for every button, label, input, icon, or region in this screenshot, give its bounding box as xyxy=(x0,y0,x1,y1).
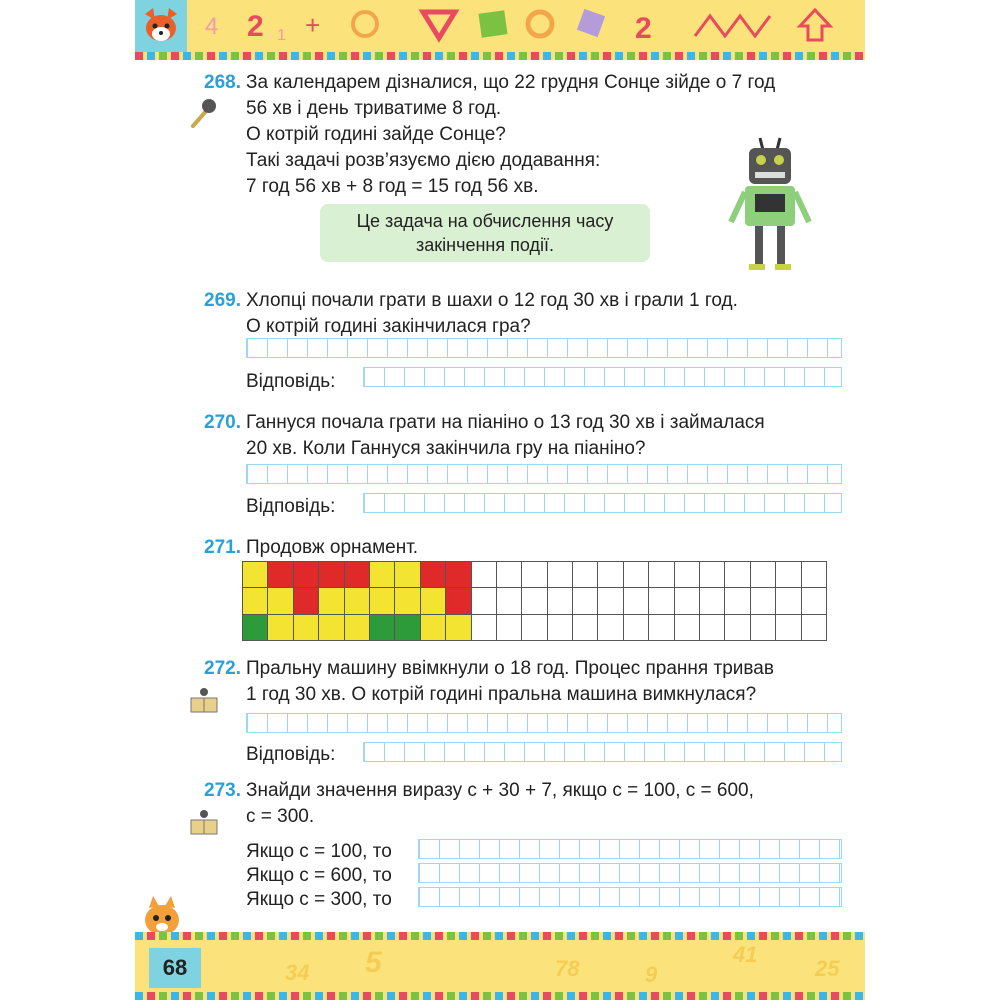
case-label: Якщо c = 600, то xyxy=(246,865,392,886)
robot-icon xyxy=(725,130,815,275)
ornament-empty-cell[interactable] xyxy=(750,562,775,588)
ornament-empty-cell[interactable] xyxy=(598,614,623,640)
top-decorative-band xyxy=(135,0,865,60)
task-text xyxy=(246,535,418,561)
ornament-empty-cell[interactable] xyxy=(547,588,572,614)
decorative-number: 25 xyxy=(815,956,840,981)
ornament-empty-cell[interactable] xyxy=(801,614,826,640)
answer-grid[interactable] xyxy=(246,338,842,358)
task-line: Хлопці почали грати в шахи о 12 год 30 хв і грали 1 год. xyxy=(246,290,738,311)
task-number: 270. xyxy=(204,412,241,433)
svg-text:+: + xyxy=(305,10,321,40)
ornament-empty-cell[interactable] xyxy=(700,614,725,640)
ornament-cell-red xyxy=(293,562,318,588)
ornament-empty-cell[interactable] xyxy=(623,588,648,614)
ornament-empty-cell[interactable] xyxy=(598,588,623,614)
ornament-empty-cell[interactable] xyxy=(725,614,750,640)
ornament-cell-green xyxy=(395,614,420,640)
ornament-empty-cell[interactable] xyxy=(776,562,801,588)
ornament-empty-cell[interactable] xyxy=(649,614,674,640)
ornament-cell-red xyxy=(268,562,293,588)
ornament-empty-cell[interactable] xyxy=(725,588,750,614)
ornament-empty-cell[interactable] xyxy=(674,588,699,614)
ornament-empty-cell[interactable] xyxy=(547,562,572,588)
fox-icon xyxy=(135,0,187,52)
case-label: Якщо c = 100, то xyxy=(246,841,392,862)
microphone-icon xyxy=(185,96,219,132)
decorative-number: 9 xyxy=(645,962,658,987)
answer-grid[interactable] xyxy=(246,464,842,484)
ornament-cell-yellow xyxy=(395,562,420,588)
ornament-cell-green xyxy=(369,614,394,640)
task-line: Пральну машину ввімкнули о 18 год. Процес прання тривав xyxy=(246,658,774,679)
ornament-empty-cell[interactable] xyxy=(776,614,801,640)
ornament-cell-yellow xyxy=(420,614,445,640)
ornament-row xyxy=(243,614,827,640)
ornament-empty-cell[interactable] xyxy=(801,562,826,588)
task-line: 20 хв. Коли Ганнуся закінчила гру на піаніно? xyxy=(246,438,646,459)
ornament-empty-cell[interactable] xyxy=(471,614,496,640)
workbook-page xyxy=(135,0,865,1000)
ornament-empty-cell[interactable] xyxy=(471,588,496,614)
task-line: Продовж орнамент. xyxy=(246,537,419,558)
ornament-empty-cell[interactable] xyxy=(496,588,521,614)
ornament-cell-yellow xyxy=(395,588,420,614)
ornament-cell-red xyxy=(344,562,369,588)
ornament-empty-cell[interactable] xyxy=(522,588,547,614)
ornament-empty-cell[interactable] xyxy=(725,562,750,588)
answer-label: Відповідь: xyxy=(246,496,336,517)
ornament-cell-yellow xyxy=(319,614,344,640)
answer-grid[interactable] xyxy=(418,863,842,883)
ornament-empty-cell[interactable] xyxy=(496,614,521,640)
task-number: 271. xyxy=(204,537,241,558)
task-text xyxy=(246,410,765,462)
answer-grid[interactable] xyxy=(418,887,842,907)
ornament-empty-cell[interactable] xyxy=(674,562,699,588)
task-line: Такі задачі розв’язуємо дією додавання: xyxy=(246,150,601,171)
ornament-row xyxy=(243,588,827,614)
ornament-empty-cell[interactable] xyxy=(801,588,826,614)
ornament-empty-cell[interactable] xyxy=(750,614,775,640)
ornament-cell-yellow xyxy=(344,588,369,614)
ornament-empty-cell[interactable] xyxy=(598,562,623,588)
ornament-cell-yellow xyxy=(344,614,369,640)
hint-bubble xyxy=(320,204,650,262)
ornament-empty-cell[interactable] xyxy=(573,562,598,588)
book-with-pen-icon xyxy=(187,806,221,838)
ornament-cell-yellow xyxy=(369,588,394,614)
answer-label: Відповідь: xyxy=(246,371,336,392)
task-text xyxy=(246,70,775,200)
task-number: 273. xyxy=(204,780,241,801)
ornament-empty-cell[interactable] xyxy=(573,588,598,614)
task-text xyxy=(246,778,754,830)
case-label: Якщо c = 300, то xyxy=(246,889,392,910)
task-text xyxy=(246,656,774,708)
ornament-cell-red xyxy=(420,562,445,588)
svg-text:1: 1 xyxy=(277,27,286,44)
ornament-cell-yellow xyxy=(268,588,293,614)
decorative-number: 34 xyxy=(285,960,310,985)
ornament-empty-cell[interactable] xyxy=(573,614,598,640)
top-colored-edge xyxy=(135,52,865,60)
task-line: 7 год 56 хв + 8 год = 15 год 56 хв. xyxy=(246,176,539,197)
ornament-cell-yellow xyxy=(268,614,293,640)
svg-text:2: 2 xyxy=(247,10,264,43)
ornament-empty-cell[interactable] xyxy=(649,562,674,588)
task-line: 1 год 30 хв. О котрій годині пральна машина вимкнулася? xyxy=(246,684,757,705)
bubble-line: Це задача на обчислення часу xyxy=(356,211,614,231)
ornament-cell-red xyxy=(319,562,344,588)
task-line: Знайди значення виразу c + 30 + 7, якщо c = 100, c = 600, xyxy=(246,780,754,801)
ornament-empty-cell[interactable] xyxy=(674,614,699,640)
decorative-number: 5 xyxy=(365,946,382,979)
decorative-shapes xyxy=(205,6,855,46)
ornament-cell-yellow xyxy=(420,588,445,614)
task-line: Ганнуся почала грати на піаніно о 13 год 30 хв і займалася xyxy=(246,412,765,433)
answer-label: Відповідь: xyxy=(246,744,336,765)
bottom-decorative-band xyxy=(135,932,865,1000)
decorative-number: 78 xyxy=(555,956,580,981)
ornament-cell-red xyxy=(446,588,471,614)
ornament-cell-yellow xyxy=(243,562,268,588)
ornament-empty-cell[interactable] xyxy=(700,588,725,614)
answer-grid[interactable] xyxy=(363,367,842,387)
bubble-line: закінчення події. xyxy=(416,235,554,255)
ornament-empty-cell[interactable] xyxy=(776,588,801,614)
task-line: О котрій годині зайде Сонце? xyxy=(246,124,506,145)
ornament-empty-cell[interactable] xyxy=(522,614,547,640)
task-number: 272. xyxy=(204,658,241,679)
answer-grid[interactable] xyxy=(246,713,842,733)
ornament-empty-cell[interactable] xyxy=(496,562,521,588)
task-text xyxy=(246,288,738,340)
ornament-cell-yellow xyxy=(369,562,394,588)
task-number: 268. xyxy=(204,72,241,93)
ornament-empty-cell[interactable] xyxy=(700,562,725,588)
ornament-row xyxy=(243,562,827,588)
bottom-colored-edge xyxy=(135,932,865,940)
answer-grid[interactable] xyxy=(418,839,842,859)
book-with-pen-icon xyxy=(187,684,221,716)
ornament-empty-cell[interactable] xyxy=(649,588,674,614)
task-line: О котрій годині закінчилася гра? xyxy=(246,316,531,337)
task-line: 56 хв і день триватиме 8 год. xyxy=(246,98,502,119)
ornament-grid[interactable] xyxy=(242,561,827,641)
decorative-number: 41 xyxy=(733,942,758,967)
ornament-empty-cell[interactable] xyxy=(623,614,648,640)
ornament-empty-cell[interactable] xyxy=(471,562,496,588)
answer-grid[interactable] xyxy=(363,742,842,762)
ornament-cell-red xyxy=(293,588,318,614)
ornament-cell-yellow xyxy=(243,588,268,614)
task-line: За календарем дізналися, що 22 грудня Сонце зійде о 7 год xyxy=(246,72,776,93)
page-number: 68 xyxy=(149,948,201,988)
task-line: c = 300. xyxy=(246,806,315,827)
bottom-colored-edge xyxy=(135,992,865,1000)
ornament-empty-cell[interactable] xyxy=(522,562,547,588)
ornament-cell-yellow xyxy=(446,614,471,640)
ornament-empty-cell[interactable] xyxy=(623,562,648,588)
svg-text:4: 4 xyxy=(205,13,219,40)
answer-grid[interactable] xyxy=(363,493,842,513)
ornament-empty-cell[interactable] xyxy=(750,588,775,614)
svg-text:2: 2 xyxy=(635,12,652,45)
ornament-empty-cell[interactable] xyxy=(547,614,572,640)
task-number: 269. xyxy=(204,290,241,311)
ornament-cell-red xyxy=(446,562,471,588)
ornament-cell-yellow xyxy=(319,588,344,614)
ornament-cell-green xyxy=(243,614,268,640)
ornament-cell-yellow xyxy=(293,614,318,640)
